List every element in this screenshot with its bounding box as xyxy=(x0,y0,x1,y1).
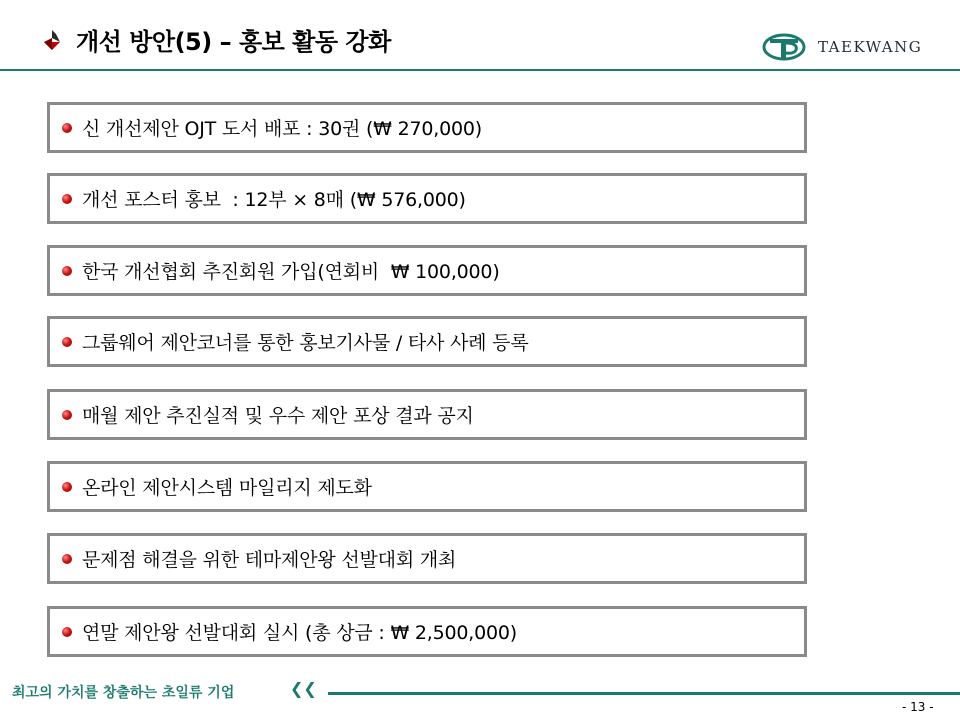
footer-slogan: 최고의 가치를 창출하는 초일류 기업 xyxy=(12,685,235,701)
list-item xyxy=(47,173,807,224)
bullet-icon xyxy=(62,482,72,492)
page-number: - 13 - xyxy=(902,700,934,714)
list-item-text: 개선 포스터 홍보 : 12부 × 8매 (₩ 576,000) xyxy=(82,189,466,211)
list-item-text: 그룹웨어 제안코너를 통한 홍보기사물 / 타사 사례 등록 xyxy=(82,332,529,354)
list-item xyxy=(47,245,807,296)
logo-text: TAEKWANG xyxy=(818,38,923,56)
company-logo xyxy=(762,32,922,62)
taekwang-logo-icon xyxy=(762,32,812,62)
bullet-icon xyxy=(62,266,72,276)
page-title-group xyxy=(40,22,391,57)
list-item xyxy=(47,102,807,153)
list-item-text: 신 개선제안 OJT 도서 배포 : 30권 (₩ 270,000) xyxy=(82,118,482,140)
list-item xyxy=(47,389,807,440)
double-chevron-left-icon: ❮❮ xyxy=(290,679,317,698)
list-item xyxy=(47,606,807,657)
list-item xyxy=(47,316,807,367)
list-item-text: 한국 개선협회 추진회원 가입(연회비 ₩ 100,000) xyxy=(82,261,500,283)
list-item-text: 매월 제안 추진실적 및 우수 제안 포상 결과 공지 xyxy=(82,405,474,427)
list-item-text: 문제점 해결을 위한 테마제안왕 선발대회 개최 xyxy=(82,549,457,571)
bullet-icon xyxy=(62,194,72,204)
title-arrow-marker-icon xyxy=(40,28,64,52)
footer-divider xyxy=(328,692,960,695)
page-title: 개선 방안(5) – 홍보 활동 강화 xyxy=(76,28,391,56)
list-item xyxy=(47,461,807,512)
list-item-text: 온라인 제안시스템 마일리지 제도화 xyxy=(82,477,372,499)
list-item xyxy=(47,533,807,584)
bullet-icon xyxy=(62,627,72,637)
list-item-text: 연말 제안왕 선발대회 실시 (총 상금 : ₩ 2,500,000) xyxy=(82,622,517,644)
bullet-icon xyxy=(62,123,72,133)
bullet-icon xyxy=(62,337,72,347)
bullet-icon xyxy=(62,410,72,420)
bullet-icon xyxy=(62,554,72,564)
header-divider xyxy=(0,69,960,71)
